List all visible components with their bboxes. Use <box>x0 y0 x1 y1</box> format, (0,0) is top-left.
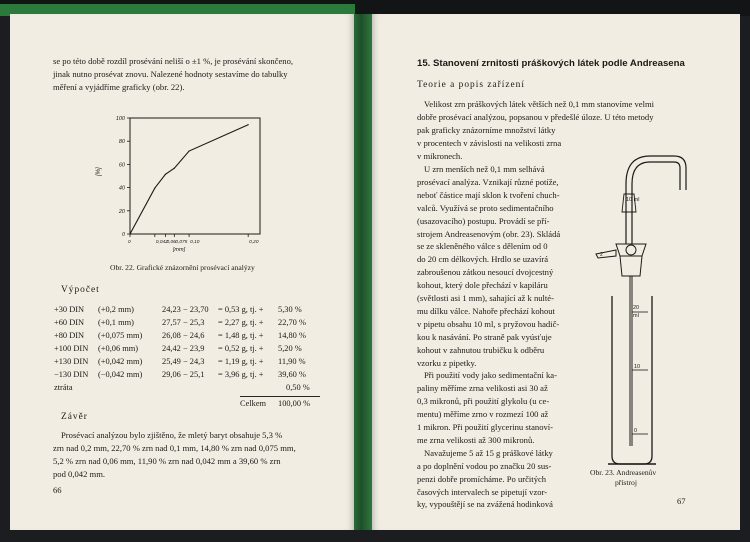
scale-unit-label: ml <box>633 313 639 319</box>
percent-value: 11,90 % <box>278 357 306 366</box>
page-number-right: 67 <box>677 496 686 506</box>
weight-difference: 26,08 − 24,6 <box>162 331 205 340</box>
body-line: vzorku z pipetky. <box>417 357 477 368</box>
percent-value: 5,30 % <box>278 305 302 314</box>
body-line: a po doplnění vodou po značku 20 sus- <box>417 460 552 471</box>
body-line: paliny měříme zrna velikosti asi 30 až <box>417 383 548 394</box>
weight-result: = 0,53 g, tj. + <box>218 305 264 314</box>
scale-20-label: 20 <box>633 305 640 311</box>
zaver-line-1: Prosévací analýzou bylo zjištěno, že mletý baryt obsahuje 5,3 % <box>61 430 283 440</box>
loss-value: 0,50 % <box>286 383 310 392</box>
percent-value: 5,20 % <box>278 344 302 353</box>
stopcock-body <box>616 244 646 256</box>
percent-value: 22,70 % <box>278 318 306 327</box>
section-subheading: Teorie a popis zařízení <box>417 80 525 90</box>
percent-value: 39,60 % <box>278 370 306 379</box>
y-tick-label: 20 <box>118 208 125 215</box>
weight-result: = 0,52 g, tj. + <box>218 344 264 353</box>
intro-line-1: se po této době rozdíl prosévání neliší o ±1 %, je prosévání skončeno, <box>53 56 294 66</box>
para1-line-1: Velikost zrn práškových látek větších než 0,1 mm stanovíme velmi <box>424 99 655 109</box>
weight-difference: 24,42 − 23,9 <box>162 344 205 353</box>
sieve-analysis-chart <box>90 98 290 258</box>
percent-value: 14,80 % <box>278 331 306 340</box>
vypocet-heading: Výpočet <box>61 285 100 295</box>
y-axis-label: [%] <box>96 167 102 176</box>
para1-line-5: v mikronech. <box>417 151 463 161</box>
figure-23-caption-line-2: přístroj <box>615 478 637 487</box>
total-row <box>54 399 354 410</box>
total-value: 100,00 % <box>278 399 311 408</box>
y-tick-label: 60 <box>118 162 125 169</box>
sieve-label: +80 DIN <box>54 331 85 340</box>
y-tick-label: 40 <box>118 185 125 192</box>
weight-difference: 29,06 − 25,1 <box>162 370 205 379</box>
sieve-size: (+0,042 mm) <box>98 357 143 366</box>
intro-line-3: měření a vyjádříme graficky (obr. 22). <box>53 82 185 92</box>
y-tick-label: 0 <box>121 232 125 238</box>
data-point <box>188 150 189 151</box>
x-tick-label: 0,042 <box>155 240 168 245</box>
weight-result: = 1,19 g, tj. + <box>218 357 264 366</box>
body-line: mu dílku válce. Nahoře přechází kohout <box>417 305 555 316</box>
stopcock-key <box>626 245 636 255</box>
body-line: strojem Andreasenovým (obr. 23). Skládá <box>417 228 561 239</box>
sieve-label: +130 DIN <box>54 357 89 366</box>
table-row <box>54 331 354 342</box>
body-line: ky, vypouštějí se na zvážená hodinková <box>417 499 553 510</box>
body-line: do 20 cm délkových. Hrdlo se uzavírá <box>417 254 549 265</box>
y-tick-label: 100 <box>115 116 125 122</box>
stopcock-side-arm <box>596 250 616 258</box>
data-point <box>248 124 249 125</box>
y-tick-label: 80 <box>118 139 125 146</box>
body-line: časových intervalech se pipetují vzor- <box>417 486 548 497</box>
data-point <box>174 168 175 169</box>
body-line: kohout v zahnutou trubičku k odběru <box>417 344 545 355</box>
weight-difference: 27,57 − 25,3 <box>162 318 205 327</box>
calculation-table <box>54 305 354 425</box>
x-tick-label: 0 <box>128 240 131 245</box>
body-line: 1 mikron. Při použití glycerinu stanoví- <box>417 422 554 432</box>
data-point <box>154 187 155 188</box>
loss-label: ztráta <box>54 383 73 392</box>
sieve-size: (+0,06 mm) <box>98 344 139 353</box>
ground-glass-stopper <box>620 256 642 276</box>
stopcock-label: 2 <box>600 252 603 258</box>
body-line: zabroušenou zátkou nesoucí dvojcestný <box>417 267 554 278</box>
weight-result: = 2,27 g, tj. + <box>218 318 264 327</box>
body-line: kou k nasávání. Po straně pak vyúsťuje <box>417 331 552 342</box>
sieve-label: +30 DIN <box>54 305 85 314</box>
loss-row <box>54 383 354 394</box>
total-label: Celkem <box>240 399 267 408</box>
body-line: se ze skleněného válce s dělením od 0 <box>417 241 548 252</box>
sum-divider <box>240 396 320 397</box>
para1-line-2: dobře prosévací analýzou, popsanou v předešlé úloze. U této metody <box>417 112 654 122</box>
table-row <box>54 318 354 329</box>
zaver-line-4: pod 0,042 mm. <box>53 469 106 479</box>
table-row <box>54 357 354 368</box>
zaver-line-3: 5,2 % zrn nad 0,06 mm, 11,90 % zrn nad 0,042 mm a 39,60 % zrn <box>53 456 281 466</box>
body-line: (usazovacího) postupu. Provádí se pří- <box>417 215 550 226</box>
scale-10-label: 10 <box>634 364 641 370</box>
sieve-size: (+0,1 mm) <box>98 318 134 327</box>
sieve-size: (+0,075 mm) <box>98 331 143 340</box>
pipette-volume-label: 10 ml <box>626 197 640 203</box>
andreasen-apparatus-figure <box>586 146 726 466</box>
weight-difference: 25,49 − 24,3 <box>162 357 205 366</box>
x-tick-label: 0,20 <box>249 240 259 245</box>
body-line: Navažujeme 5 až 15 g práškové látky <box>424 447 553 458</box>
weight-result: = 1,48 g, tj. + <box>218 331 264 340</box>
sieve-label: −130 DIN <box>54 370 89 379</box>
figure-23-caption-line-1: Obr. 23. Andreasenův <box>590 468 657 477</box>
body-line: me zrna velikosti až 300 mikronů. <box>417 434 535 445</box>
left-page <box>10 14 354 530</box>
body-line: valců. Využívá se proto sedimentačního <box>417 202 554 213</box>
x-axis-label: [mm] <box>172 247 186 253</box>
body-line: v pipetu obsahu 10 ml, s pryžovou hadič- <box>417 318 560 329</box>
sieve-size: (+0,2 mm) <box>98 305 134 314</box>
body-line: mentu) měříme zrno v rozmezí 100 až <box>417 409 549 420</box>
sieve-label: +60 DIN <box>54 318 85 327</box>
intro-line-2: jinak nutno prosévat znovu. Nalezené hodnoty sestavíme do tabulky <box>53 69 288 79</box>
table-row <box>54 370 354 381</box>
section-heading: 15. Stanovení zrnitosti práškových látek podle Andreasena <box>417 58 685 69</box>
zaver-heading: Závěr <box>61 412 88 422</box>
sieve-label: +100 DIN <box>54 344 89 353</box>
body-line: penzi dobře promícháme. Po určitých <box>417 473 547 484</box>
body-line: 0,3 mikronů, při použití glykolu (u ce- <box>417 396 550 407</box>
x-tick-label: 0,075 <box>175 240 188 245</box>
figure-22-caption: Obr. 22. Grafické znázornění prosévací analýzy <box>110 263 255 272</box>
table-row <box>54 344 354 355</box>
weight-result: = 3,96 g, tj. + <box>218 370 264 379</box>
body-line: U zrn menších než 0,1 mm selhává <box>424 164 545 174</box>
x-tick-label: 0,06 <box>166 240 176 245</box>
para1-line-4: v procentech v závislosti na velikosti zrna <box>417 138 562 148</box>
page-number-left: 66 <box>53 485 62 495</box>
plot-frame <box>130 118 260 234</box>
body-line: Při použití vody jako sedimentační ka- <box>424 370 557 381</box>
body-line: neboť částice mají sklon k tvoření chuch- <box>417 189 560 200</box>
book-spine-gutter <box>354 14 372 530</box>
body-line: prosévací analýza. Vznikají různé potíže, <box>417 176 559 187</box>
sieve-size: (−0,042 mm) <box>98 370 143 379</box>
data-point <box>129 233 130 234</box>
x-tick-label: 0,10 <box>190 240 200 245</box>
zaver-line-2: zrn nad 0,2 mm, 22,70 % zrn nad 0,1 mm, 14,80 % zrn nad 0,075 mm, <box>53 443 296 453</box>
table-row <box>54 305 354 316</box>
right-page <box>372 14 740 530</box>
weight-difference: 24,23 − 23,70 <box>162 305 209 314</box>
para1-line-3: pak graficky znázorníme množství látky <box>417 125 556 135</box>
body-line: (světlosti asi 1 mm), sahající až k nulté- <box>417 293 554 303</box>
cumulative-line <box>130 125 248 234</box>
body-line: kohout, který dole přechází v kapiláru <box>417 280 548 291</box>
data-point <box>165 174 166 175</box>
scale-0-label: 0 <box>634 428 638 434</box>
